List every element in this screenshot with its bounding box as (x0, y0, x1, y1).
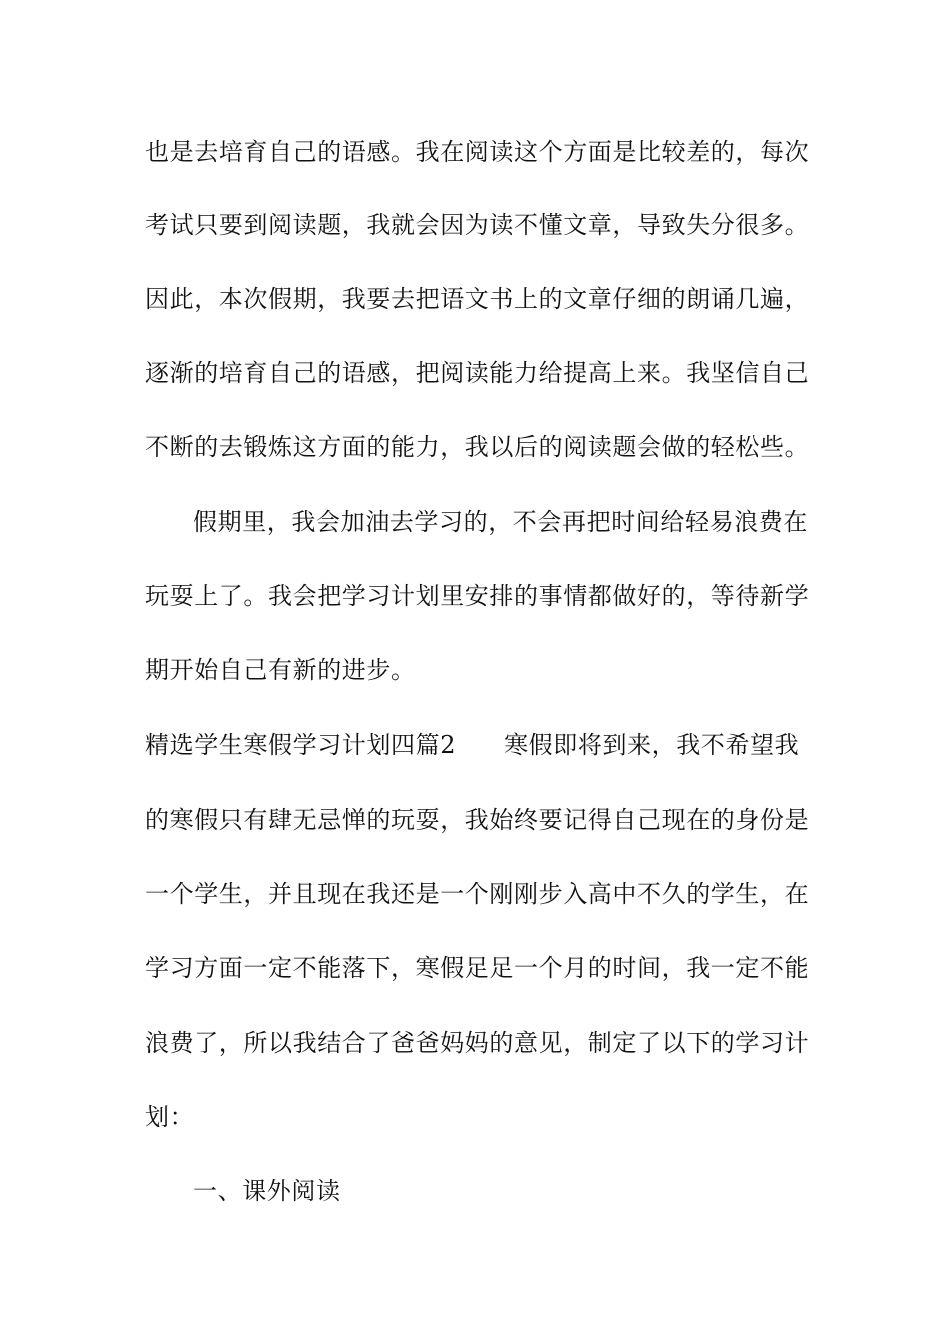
paragraph-line: 一个学生，并且现在我还是一个刚刚步入高中不久的学生，在 (145, 880, 810, 908)
paragraph-line: 的寒假只有肆无忌惮的玩耍，我始终要记得自己现在的身份是 (145, 806, 810, 834)
section-first-sentence: 寒假即将到来，我不希望我 (504, 731, 800, 759)
paragraph-line: 逐渐的培育自己的语感，把阅读能力给提高上来。我坚信自己 (145, 359, 810, 387)
paragraph-line: 也是去培育自己的语感。我在阅读这个方面是比较差的，每次 (145, 138, 810, 166)
paragraph-line: 浪费了，所以我结合了爸爸妈妈的意见，制定了以下的学习计 (145, 1029, 810, 1057)
section-title: 精选学生寒假学习计划四篇2 (145, 731, 457, 759)
paragraph-line: 期开始自己有新的进步。 (145, 656, 416, 684)
paragraph-line: 考试只要到阅读题，我就会因为读不懂文章，导致失分很多。 (145, 211, 810, 239)
paragraph-line: 划： (145, 1103, 195, 1131)
paragraph-line: 不断的去锻炼这方面的能力，我以后的阅读题会做的轻松些。 (145, 433, 810, 461)
section-title-line (145, 730, 810, 760)
paragraph-line: 假期里，我会加油去学习的，不会再把时间给轻易浪费在 (193, 508, 808, 536)
paragraph-line: 玩耍上了。我会把学习计划里安排的事情都做好的，等待新学 (145, 582, 810, 610)
paragraph-line: 因此，本次假期，我要去把语文书上的文章仔细的朗诵几遍， (145, 285, 810, 313)
subheading: 一、课外阅读 (193, 1177, 341, 1205)
paragraph-line: 学习方面一定不能落下，寒假足足一个月的时间，我一定不能 (145, 954, 810, 982)
